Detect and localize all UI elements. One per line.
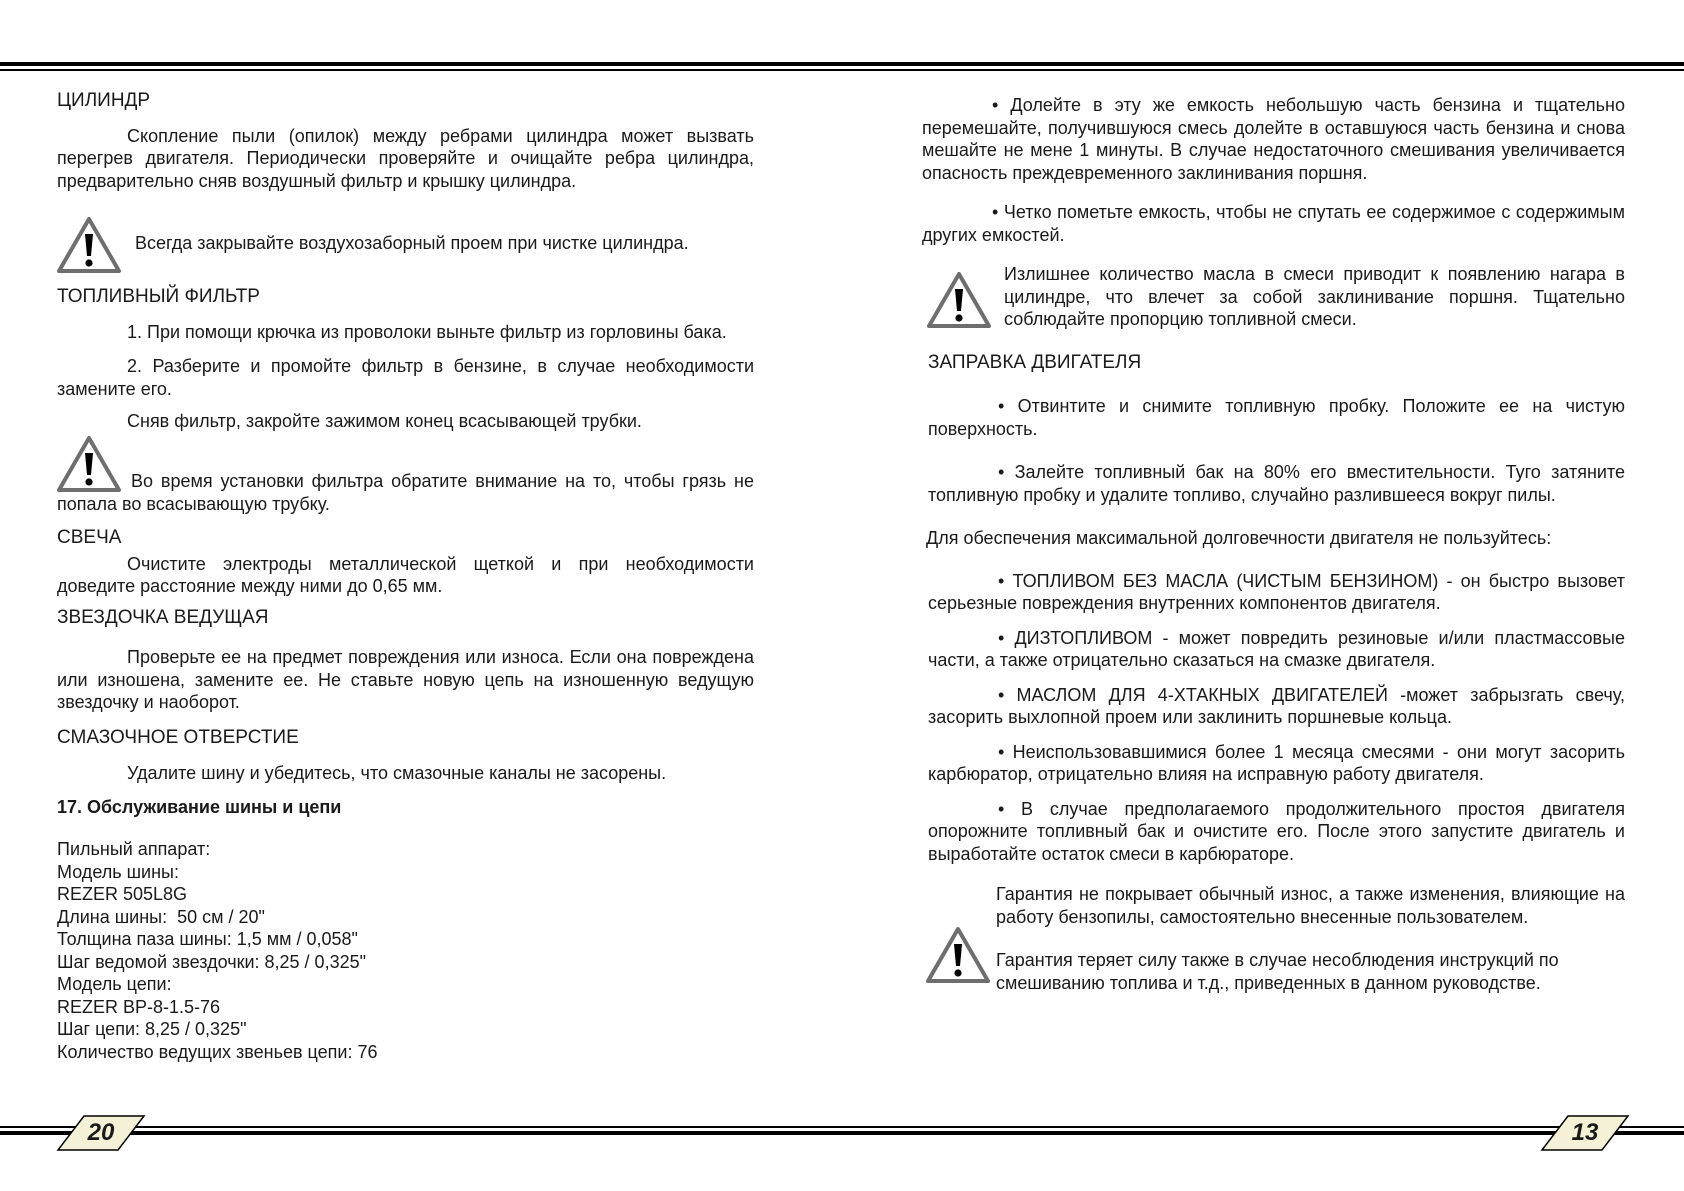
cylinder-warning — [57, 212, 754, 278]
spec-line: Толщина паза шины: 1,5 мм / 0,058" — [57, 929, 358, 949]
cylinder-title: ЦИЛИНДР — [57, 90, 151, 111]
specs-list — [57, 838, 754, 1063]
spec-line: Количество ведущих звеньев цепи: 76 — [57, 1041, 378, 1062]
fuel-filter-step1: 1. При помощи крючка из проволоки выньте фильтр из горловины бака. — [127, 321, 727, 342]
spec-line: REZER 505L8G — [57, 884, 188, 904]
fuel-filter-title: ТОПЛИВНЫЙ ФИЛЬТР — [57, 286, 260, 307]
plug-title: СВЕЧА — [57, 527, 122, 548]
refuel-title: ЗАПРАВКА ДВИГАТЕЛЯ — [928, 351, 1142, 373]
oil-hole-title: СМАЗОЧНОЕ ОТВЕРСТИЕ — [57, 726, 299, 748]
cylinder-text: Скопление пыли (опилок) между ребрами цилиндра может вызвать перегрев двигателя. Периодически проверяйте и очищайте ребра цилиндра, предварительно сняв воздушный фильтр и крышку цилиндра. — [57, 125, 754, 191]
left-page-column — [57, 90, 754, 1063]
spec-line: Модель шины: — [57, 861, 179, 882]
top-rule-thin — [0, 69, 1684, 71]
page-number-left: 20 — [87, 1119, 115, 1146]
fuel-filter-step2: 2. Разберите и промойте фильтр в бензине, в случае необходимости замените его. — [57, 356, 754, 399]
section17-title: 17. Обслуживание шины и цепи — [57, 796, 342, 817]
dont-old-mix: • Неиспользовавшимися более 1 месяца смесями - они могут засорить карбюратор, отрицательно влияя на исправную работу двигателя. — [928, 741, 1625, 784]
spec-line: Длина шины: 50 см / 20" — [57, 906, 265, 927]
warning-icon — [925, 926, 991, 984]
fuel-filter-warning-text: Сняв фильтр, закройте зажимом конец всасывающей трубки. — [127, 411, 642, 431]
right-page-column — [922, 94, 1625, 994]
oil-warning — [922, 263, 1625, 331]
sprocket-text: Проверьте ее на предмет повреждения или износа. Если она повреждена или изношена, замените ее. Не ставьте новую цепь на изношенную ведущую звездочку и наоборот. — [57, 647, 754, 712]
warranty-note: Гарантия теряет силу также в случае несоблюдения инструкций по смешиванию топлива и т.д., приведенных в данном руководстве. — [996, 950, 1559, 993]
bullet-top-up: • Долейте в эту же емкость небольшую часть бензина и тщательно перемешайте, получившуюся смесь долейте в оставшуюся часть бензина и снова мешайте не мене 1 минуты. В случае недостаточного смешивания увеличивается опасность преждевременного заклинивания поршня. — [922, 95, 1625, 183]
bottom-rule-thick — [0, 1131, 1684, 1135]
warning-icon — [56, 435, 122, 493]
refuel-step1: • Отвинтите и снимите топливную пробку. Положите ее на чистую поверхность. — [928, 396, 1625, 439]
dont-diesel: • ДИЗТОПЛИВОМ - может повредить резиновые и/или пластмассовые части, а также отрицательно сказаться на смазке двигателя. — [928, 627, 1625, 670]
bullet-mark-container: • Четко пометьте емкость, чтобы не спутать ее содержимое с содержимым других емкостей. — [922, 202, 1625, 245]
warranty-warning-text: Гарантия не покрывает обычный износ, а также изменения, влияющие на работу бензопилы, самостоятельно внесенные пользователем. — [996, 884, 1625, 927]
bottom-rule-thin — [0, 1126, 1684, 1128]
long-storage: • В случае предполагаемого продолжительного простоя двигателя опорожните топливный бак и очистите его. После этого запустите двигатель и выработайте остаток смеси в карбюраторе. — [928, 798, 1625, 864]
spec-line: Шаг ведомой звездочки: 8,25 / 0,325" — [57, 951, 366, 972]
refuel-step2: • Залейте топливный бак на 80% его вместительности. Туго затяните топливную пробку и удалите топливо, случайно разлившееся вокруг пилы. — [928, 462, 1625, 505]
fuel-filter-warning — [57, 406, 754, 470]
dont-pure-gasoline: • ТОПЛИВОМ БЕЗ МАСЛА (ЧИСТЫМ БЕНЗИНОМ) - он быстро вызовет серьезные повреждения внутренних компонентов двигателя. — [928, 570, 1625, 613]
cylinder-warning-text: Всегда закрывайте воздухозаборный проем при чистке цилиндра. — [135, 233, 689, 253]
plug-text: Очистите электроды металлической щеткой и при необходимости доведите расстояние между ними до 0,65 мм. — [57, 553, 754, 596]
durability-intro: Для обеспечения максимальной долговечности двигателя не пользуйтесь: — [926, 528, 1552, 548]
oil-hole-text: Удалите шину и убедитесь, что смазочные каналы не засорены. — [127, 763, 667, 783]
dont-4stroke-oil: • МАСЛОМ ДЛЯ 4-ХТАКНЫХ ДВИГАТЕЛЕЙ -может забрызгать свечу, засорить выхлопной проем или заклинить поршневые кольца. — [928, 684, 1625, 727]
spec-line: Шаг цепи: 8,25 / 0,325" — [57, 1019, 247, 1039]
sprocket-title: ЗВЕЗДОЧКА ВЕДУЩАЯ — [57, 606, 269, 628]
spec-line: REZER BP-8-1.5-76 — [57, 996, 221, 1017]
warranty-warning — [922, 883, 1625, 994]
warning-icon — [926, 271, 992, 329]
fuel-filter-note: Во время установки фильтра обратите внимание на то, чтобы грязь не попала во всасывающую трубку. — [57, 471, 754, 514]
warning-icon — [56, 216, 122, 274]
page-number-right: 13 — [1571, 1119, 1599, 1146]
spec-line: Пильный аппарат: — [57, 839, 211, 859]
spec-line: Модель цепи: — [57, 974, 172, 994]
top-rule-thick — [0, 62, 1684, 66]
oil-warning-text: Излишнее количество масла в смеси приводит к появлению нагара в цилиндре, что влечет за собой заклинивание поршня. Тщательно соблюдайте пропорцию топливной смеси. — [1004, 264, 1625, 329]
